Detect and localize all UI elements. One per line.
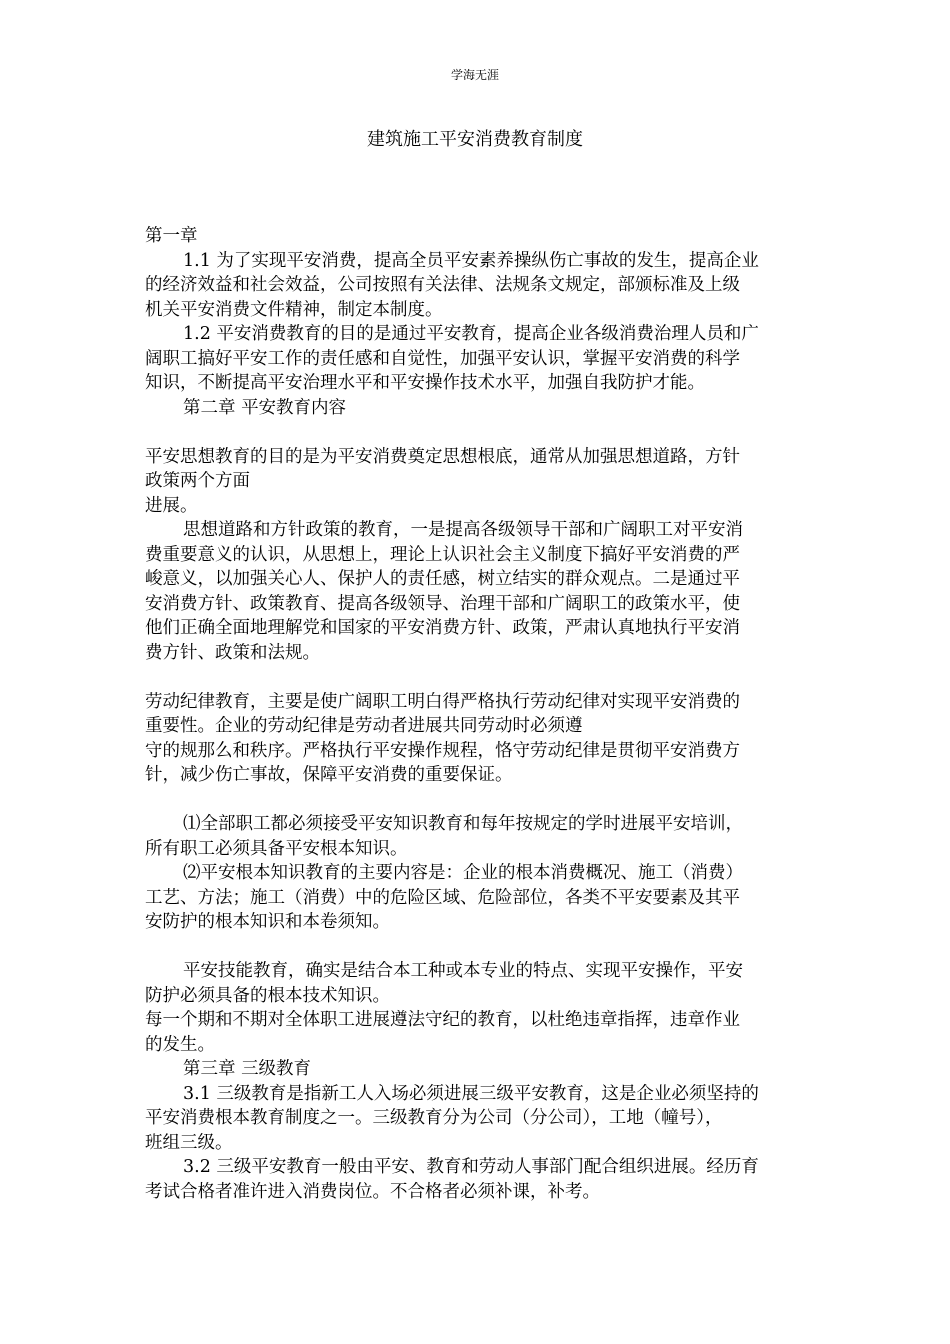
paragraph-line: 安消费方针、政策教育、提高各级领导、治理干部和广阔职工的政策水平，使: [145, 593, 740, 614]
list-item-line: 工艺、方法；施工（消费）中的危险区域、危险部位，各类不平安要素及其平: [145, 887, 740, 908]
paragraph-line: 防护必须具备的根本技术知识。: [145, 985, 390, 1006]
paragraph-line: 针，减少伤亡事故，保障平安消费的重要保证。: [145, 765, 513, 785]
paragraph-line: 费重要意义的认识，从思想上，理论上认识社会主义制度下搞好平安消费的严: [145, 544, 740, 565]
paragraph-line: 重要性。企业的劳动纪律是劳动者进展共同劳动时必须遵: [145, 716, 583, 736]
document-title: 建筑施工平安消费教育制度: [367, 129, 583, 150]
document-body: [145, 224, 810, 1204]
paragraph-line: 3.1 三级教育是指新工人入场必须进展三级平安教育，这是企业必须坚持的: [183, 1083, 759, 1104]
paragraph-line: 守的规那么和秩序。严格执行平安操作规程，恪守劳动纪律是贯彻平安消费方: [145, 740, 740, 761]
list-item-line: 所有职工必须具备平安根本知识。: [145, 838, 408, 859]
paragraph-line: 的发生。: [145, 1034, 215, 1055]
paragraph-line: 知识，不断提高平安治理水平和平安操作技术水平，加强自我防护才能。: [145, 373, 705, 393]
paragraph-line: 班组三级。: [145, 1132, 233, 1153]
paragraph-line: 进展。: [145, 495, 198, 516]
page-header: 学海无涯: [450, 68, 499, 82]
paragraph-line: 机关平安消费文件精神，制定本制度。: [145, 299, 443, 320]
paragraph-line: 他们正确全面地理解党和国家的平安消费方针、政策，严肃认真地执行平安消: [145, 618, 740, 638]
paragraph-line: 思想道路和方针政策的教育，一是提高各级领导干部和广阔职工对平安消: [183, 520, 743, 540]
paragraph-line: 的经济效益和社会效益，公司按照有关法律、法规条文规定，部颁标准及上级: [145, 275, 740, 295]
paragraph-line: 费方针、政策和法规。: [145, 642, 320, 663]
chapter-heading: 第一章: [145, 226, 198, 246]
chapter-heading: 第三章 三级教育: [183, 1059, 312, 1079]
list-item-line: ⑴全部职工都必须接受平安知识教育和每年按规定的学时进展平安培训，: [183, 814, 743, 834]
paragraph-line: 1.2 平安消费教育的目的是通过平安教育，提高企业各级消费治理人员和广: [183, 324, 759, 344]
list-item-line: 安防护的根本知识和本卷须知。: [145, 912, 390, 932]
paragraph-line: 3.2 三级平安教育一般由平安、教育和劳动人事部门配合组织进展。经历育: [183, 1157, 759, 1177]
chapter-heading: 第二章 平安教育内容: [183, 397, 347, 418]
paragraph-line: 阔职工搞好平安工作的责任感和自觉性，加强平安认识，掌握平安消费的科学: [145, 348, 740, 369]
paragraph-line: 峻意义，以加强关心人、保护人的责任感，树立结实的群众观点。二是通过平: [145, 569, 740, 589]
paragraph-line: 平安技能教育，确实是结合本工种或本专业的特点、实现平安操作，平安: [183, 961, 743, 981]
paragraph-line: 考试合格者准许进入消费岗位。不合格者必须补课，补考。: [145, 1181, 600, 1202]
paragraph-line: 每一个期和不期对全体职工进展遵法守纪的教育，以杜绝违章指挥，违章作业: [145, 1010, 740, 1030]
paragraph-line: 政策两个方面: [145, 471, 250, 491]
paragraph-line: 平安消费根本教育制度之一。三级教育分为公司（分公司），工地（幢号），: [145, 1108, 723, 1128]
paragraph-line: 平安思想教育的目的是为平安消费奠定思想根底，通常从加强思想道路，方针: [145, 446, 740, 467]
paragraph-line: 劳动纪律教育，主要是使广阔职工明白得严格执行劳动纪律对实现平安消费的: [145, 691, 740, 712]
list-item-line: ⑵平安根本知识教育的主要内容是：企业的根本消费概况、施工（消费）: [183, 863, 743, 883]
paragraph-line: 1.1 为了实现平安消费，提高全员平安素养操纵伤亡事故的发生，提高企业: [183, 250, 759, 271]
